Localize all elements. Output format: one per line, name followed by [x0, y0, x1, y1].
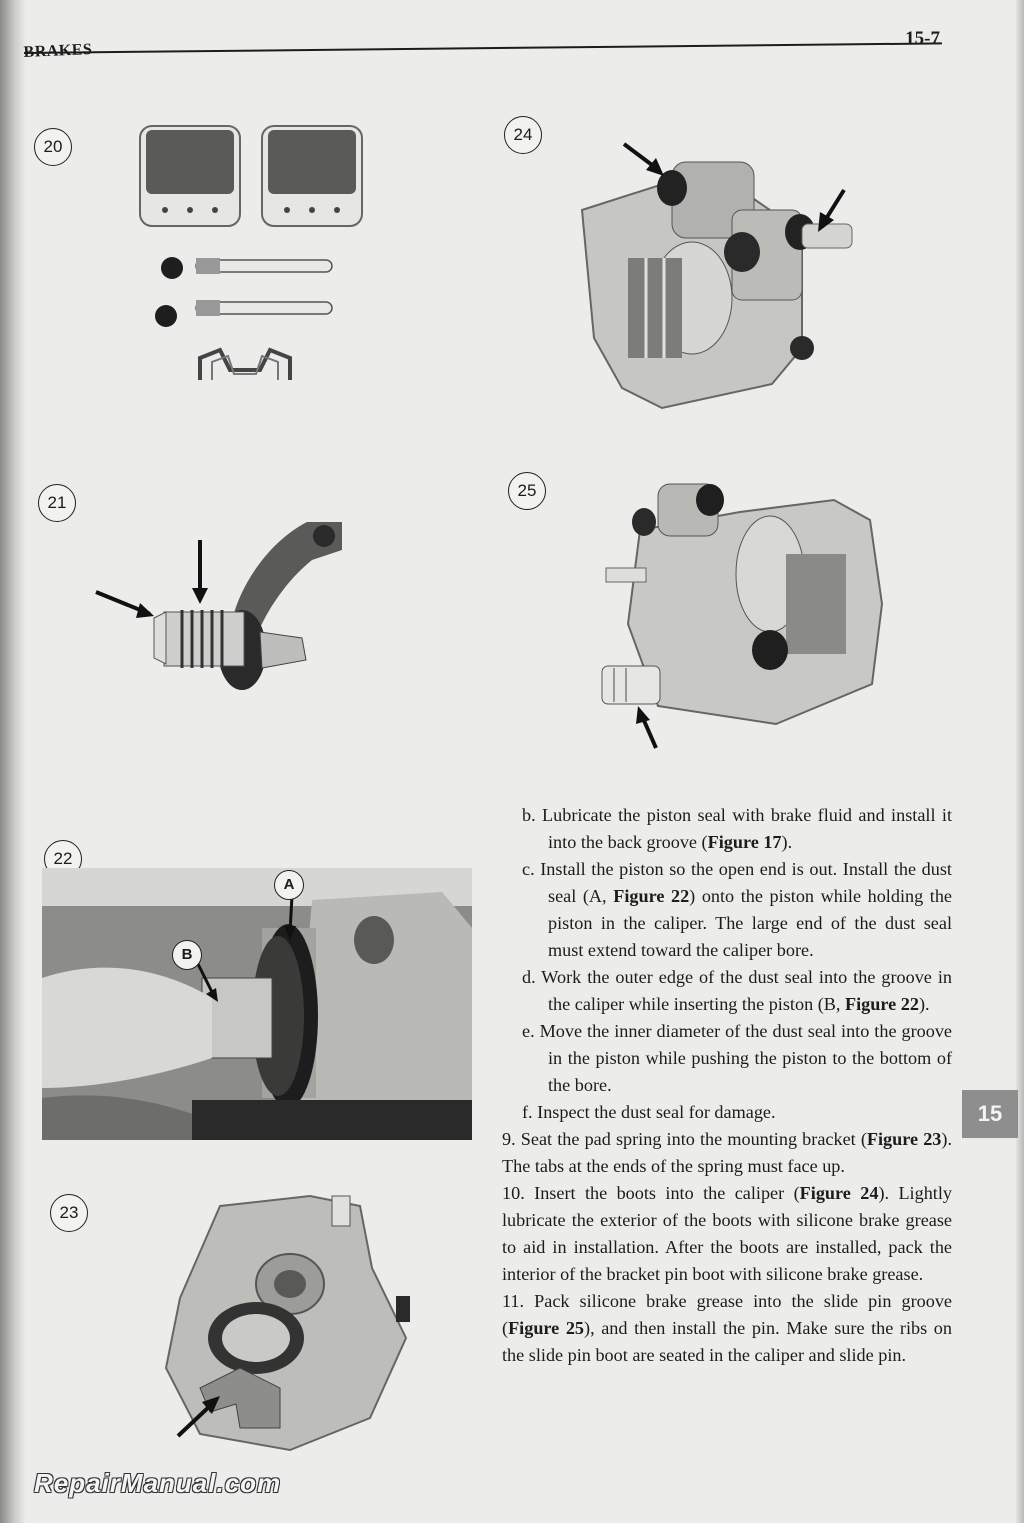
page-gutter-shadow	[0, 0, 26, 1523]
step-c: c. Install the piston so the open end is out. Install the dust seal (A, Figure 22) onto the piston while holding the piston in the caliper. The large end of the dust seal must extend toward the caliper bore.	[522, 859, 952, 960]
step-9: 9. Seat the pad spring into the mounting bracket (Figure 23). The tabs at the ends of the spring must face up.	[502, 1129, 952, 1176]
step-d: d. Work the outer edge of the dust seal into the groove in the caliper while inserting the piston (B, Figure 22).	[522, 967, 952, 1014]
page-edge	[1016, 0, 1024, 1523]
figure-24-photo	[572, 138, 862, 428]
callout-b: B	[172, 940, 202, 970]
header-rule	[24, 42, 942, 54]
figure-20-photo	[130, 118, 370, 398]
figure-25-number: 25	[508, 472, 546, 510]
figure-22-number: 22	[44, 840, 82, 878]
section-title: BRAKES	[23, 41, 93, 62]
figure-22-photo	[42, 868, 472, 1140]
step-11: 11. Pack silicone brake grease into the slide pin groove (Figure 25), and then install the pin. Make sure the ribs on the slide pin boot are seated in the caliper and slide pin.	[502, 1291, 952, 1365]
figure-21-number: 21	[38, 484, 76, 522]
page-number: 15-7	[905, 28, 940, 49]
step-f: f. Inspect the dust seal for damage.	[522, 1102, 776, 1122]
figure-23-number: 23	[50, 1194, 88, 1232]
callout-a: A	[274, 870, 304, 900]
step-e: e. Move the inner diameter of the dust seal into the groove in the piston while pushing the piston to the bottom of the bore.	[522, 1021, 953, 1095]
figure-24-number: 24	[504, 116, 542, 154]
instructions-column	[502, 802, 952, 1369]
figure-21-photo	[92, 500, 362, 700]
chapter-tab: 15	[962, 1090, 1018, 1138]
step-b: b. Lubricate the piston seal with brake fluid and install it into the back groove (Figure 17).	[522, 805, 952, 852]
figure-25-photo	[598, 474, 888, 754]
step-10: 10. Insert the boots into the caliper (Figure 24). Lightly lubricate the exterior of the boots with silicone brake grease to aid in installation. After the boots are installed, pack the interior of the bracket pin boot with silicone brake grease.	[502, 1183, 952, 1284]
figure-23-photo	[140, 1188, 430, 1458]
figure-20-number: 20	[34, 128, 72, 166]
watermark-logo: RepairManual.com	[34, 1468, 282, 1498]
